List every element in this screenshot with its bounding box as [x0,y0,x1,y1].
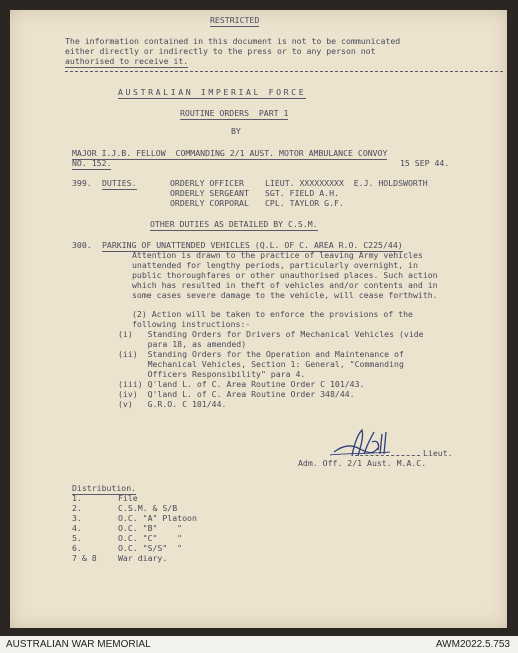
instruction-line-2: para 18, as amended) [118,339,247,349]
dist-no-5: 5. [72,533,82,543]
dist-to-6: O.C. "S/S" " [118,543,183,553]
warning-rule [65,71,503,72]
parking-body-1: Attention is drawn to the practice of leaving Army vehicles [132,250,423,260]
parking-body-5: some cases severe damage to the vehicle, will cease forthwith. [132,290,438,300]
dist-to-2: C.S.M. & S/B [118,503,178,513]
other-duties-heading: OTHER DUTIES AS DETAILED BY C.S.M. [150,219,318,229]
warning-line-1: The information contained in this document is not to be communicated [65,36,401,46]
force-title: AUSTRALIAN IMPERIAL FORCE [118,87,307,97]
signature-rank: Lieut. [423,448,453,458]
dist-no-3: 3. [72,513,82,523]
duty-name-3: CPL. TAYLOR G.F. [265,198,344,208]
document-page [10,10,507,628]
parking-body-2: unattended for lengthy periods, particularly overnight, in [132,260,418,270]
by-label: BY [231,126,241,136]
duties-heading: DUTIES. [102,178,137,188]
signature-appointment: Adm. Off. 2/1 Aust. M.A.C. [298,458,427,468]
parking-body-3: public thoroughfares or other unauthorised places. Such action [132,270,438,280]
duties-number: 399. [72,178,92,188]
parking-heading: PARKING OF UNATTENDED VEHICLES (Q.L. OF C. AREA R.O. C225/44) [102,240,403,250]
distribution-heading: Distribution. [72,483,137,493]
footer-accession-number: AWM2022.5.753 [435,639,510,650]
dist-no-6: 6. [72,543,82,553]
signature-rule [355,455,420,456]
dist-no-2: 2. [72,503,82,513]
dist-no-4: 4. [72,523,82,533]
duty-role-3: ORDERLY CORPORAL [170,198,249,208]
warning-line-2: either directly or indirectly to the press or to any person not [65,46,376,56]
archive-footer [0,636,518,653]
parking-body-4: which has resulted in theft of vehicles and/or contents and in [132,280,438,290]
dist-to-4: O.C. "B" " [118,523,183,533]
duty-role-1: ORDERLY OFFICER [170,178,244,188]
instruction-line-7: (iv) Q'land L. of C. Area Routine Order 348/44. [118,389,355,399]
commander-line: MAJOR I.J.B. FELLOW COMMANDING 2/1 AUST. MOTOR AMBULANCE CONVOY [72,148,388,158]
duty-role-2: ORDERLY SERGEANT [170,188,249,198]
dist-to-5: O.C. "C" " [118,533,183,543]
instruction-line-5: Officers Responsibility" para 4. [118,369,306,379]
duty-name-2: SGT. FIELD A.H. [265,188,339,198]
instruction-line-4: Mechanical Vehicles, Section 1: General, "Commanding [118,359,404,369]
classification-mark: RESTRICTED [210,15,260,25]
dist-to-3: O.C. "A" Platoon [118,513,197,523]
order-date: 15 SEP 44. [400,158,450,168]
orders-title: ROUTINE ORDERS PART 1 [180,108,289,118]
dist-no-1: 1. [72,493,82,503]
instruction-line-8: (v) G.R.O. C 101/44. [118,399,227,409]
dist-to-7: War diary. [118,553,168,563]
warning-line-3: authorised to receive it. [65,56,189,66]
duty-name-1: LIEUT. XXXXXXXXX E.J. HOLDSWORTH [265,178,428,188]
order-number: NO. 152. [72,158,112,168]
action-line-2: following instructions:- [132,319,251,329]
instruction-line-1: (i) Standing Orders for Drivers of Mechanical Vehicles (vide [118,329,424,339]
instruction-line-6: (iii) Q'land L. of C. Area Routine Order C 101/43. [118,379,365,389]
dist-to-1: File [118,493,138,503]
instruction-line-3: (ii) Standing Orders for the Operation and Maintenance of [118,349,404,359]
dist-no-7: 7 & 8 [72,553,97,563]
action-line-1: (2) Action will be taken to enforce the provisions of the [132,309,413,319]
parking-number: 300. [72,240,92,250]
footer-institution: AUSTRALIAN WAR MEMORIAL [6,639,151,650]
